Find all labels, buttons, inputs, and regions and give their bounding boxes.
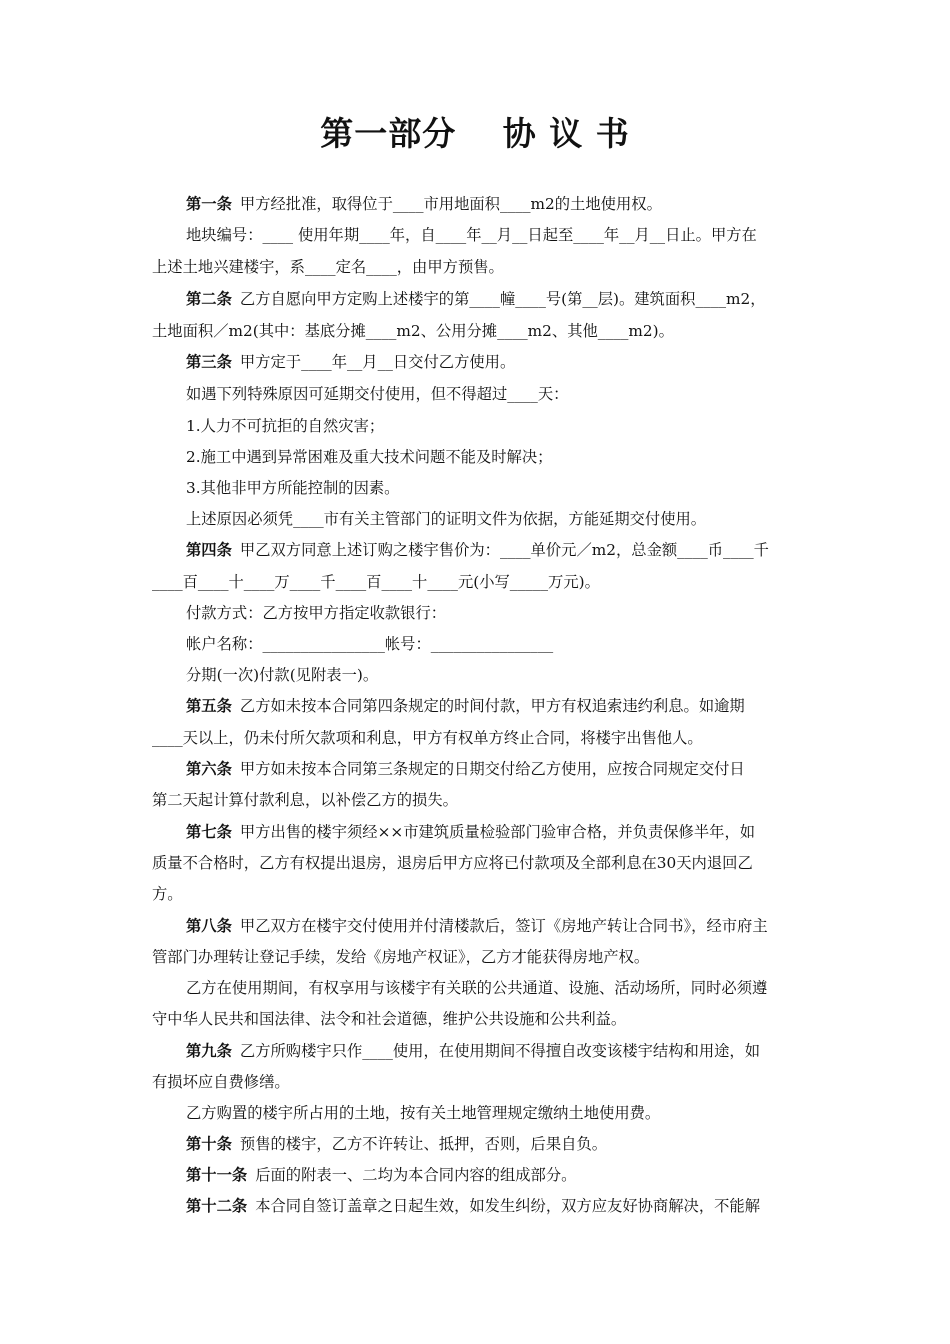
paragraph-line (186, 1164, 812, 1186)
paragraph-line (152, 789, 812, 811)
paragraph-line (186, 539, 812, 561)
paragraph-text: 本合同自签订盖章之日起生效，如发生纠纷，双方应友好协商解决，不能解 (255, 1197, 761, 1215)
paragraph-text: 甲乙双方在楼宇交付使用并付清楼款后，签订《房地产转让合同书》，经市府主 (239, 917, 768, 935)
paragraph-text: ____天以上，仍未付所欠款项和利息，甲方有权单方终止合同，将楼宇出售他人。 (152, 729, 703, 747)
paragraph-line (186, 383, 812, 405)
paragraph-text: 甲乙双方同意上述订购之楼宇售价为：____单价元／m2，总金额____币____千 (239, 541, 769, 559)
paragraph-text: 守中华人民共和国法律、法令和社会道德，维护公共设施和公共利益。 (152, 1010, 627, 1028)
article-label: 第六条 (186, 760, 232, 778)
paragraph-line (186, 446, 812, 468)
paragraph-text: 上述土地兴建楼宇，系____定名____，由甲方预售。 (152, 258, 504, 276)
article-label: 第八条 (186, 917, 232, 935)
paragraph-line (186, 602, 812, 624)
paragraph-line (186, 415, 812, 437)
paragraph-line (152, 571, 812, 593)
paragraph-line (186, 1102, 812, 1124)
paragraph-text: 预售的楼宇，乙方不许转让、抵押，否则，后果自负。 (239, 1135, 608, 1153)
article-label: 第七条 (186, 823, 232, 841)
document-title: 第一部分 协 议 书 (320, 114, 630, 153)
paragraph-text: 甲方经批准，取得位于____市用地面积____m2的土地使用权。 (239, 195, 662, 213)
paragraph-text: ____百____十____万____千____百____十____元(小写_____万元)。 (152, 573, 600, 591)
paragraph-line (186, 351, 812, 373)
paragraph-line (186, 1133, 812, 1155)
paragraph-text: 管部门办理转让登记手续，发给《房地产权证》，乙方才能获得房地产权。 (152, 948, 650, 966)
paragraph-text: 1.人力不可抗拒的自然灾害； (186, 417, 385, 435)
paragraph-line (186, 915, 812, 937)
paragraph-line (186, 1195, 812, 1217)
paragraph-text: 后面的附表一、二均为本合同内容的组成部分。 (255, 1166, 577, 1184)
paragraph-text: 3.其他非甲方所能控制的因素。 (186, 479, 400, 497)
paragraph-line (186, 477, 812, 499)
article-label: 第九条 (186, 1042, 232, 1060)
paragraph-line (186, 1040, 812, 1062)
paragraph-line (186, 224, 812, 246)
paragraph-text: 乙方购置的楼宇所占用的土地，按有关土地管理规定缴纳土地使用费。 (186, 1104, 661, 1122)
paragraph-line (152, 1008, 812, 1030)
paragraph-line (152, 727, 812, 749)
article-label: 第五条 (186, 697, 232, 715)
paragraph-text: 乙方在使用期间，有权享用与该楼宇有关联的公共通道、设施、活动场所，同时必须遵 (186, 979, 768, 997)
paragraph-text: 分期(一次)付款(见附表一)。 (186, 666, 379, 684)
article-label: 第二条 (186, 290, 232, 308)
paragraph-line (186, 664, 812, 686)
paragraph-text: 第二天起计算付款利息，以补偿乙方的损失。 (152, 791, 458, 809)
article-label: 第四条 (186, 541, 232, 559)
paragraph-text: 有损坏应自费修缮。 (152, 1073, 290, 1091)
paragraph-line (186, 977, 812, 999)
paragraph-text: 甲方定于____年__月__日交付乙方使用。 (239, 353, 516, 371)
paragraph-text: 乙方如未按本合同第四条规定的时间付款，甲方有权追索违约利息。如逾期 (239, 697, 745, 715)
article-label: 第三条 (186, 353, 232, 371)
paragraph-text: 甲方如未按本合同第三条规定的日期交付给乙方使用，应按合同规定交付日 (239, 760, 745, 778)
article-label: 第一条 (186, 195, 232, 213)
paragraph-text: 上述原因必须凭____市有关主管部门的证明文件为依据，方能延期交付使用。 (186, 510, 707, 528)
paragraph-text: 地块编号：____ 使用年期____年，自____年__月__日起至____年__月__日止。甲方在 (186, 226, 757, 244)
paragraph-text: 乙方所购楼宇只作____使用，在使用期间不得擅自改变该楼宇结构和用途，如 (239, 1042, 761, 1060)
paragraph-text: 甲方出售的楼宇须经××市建筑质量检验部门验审合格，并负责保修半年，如 (239, 823, 756, 841)
paragraph-text: 付款方式：乙方按甲方指定收款银行： (186, 604, 447, 622)
paragraph-line (186, 633, 812, 655)
paragraph-line (152, 256, 812, 278)
article-label: 第十一条 (186, 1166, 248, 1184)
paragraph-text: 方。 (152, 885, 183, 903)
paragraph-text: 2.施工中遇到异常困难及重大技术问题不能及时解决； (186, 448, 553, 466)
paragraph-line (152, 320, 812, 342)
paragraph-text: 质量不合格时，乙方有权提出退房，退房后甲方应将已付款项及全部利息在30天内退回乙 (152, 854, 753, 872)
paragraph-line (152, 883, 812, 905)
paragraph-line (152, 852, 812, 874)
paragraph-line (152, 946, 812, 968)
paragraph-text: 土地面积／m2(其中：基底分摊____m2、公用分摊____m2、其他____m2)。 (152, 322, 674, 340)
paragraph-text: 乙方自愿向甲方定购上述楼宇的第____幢____号(第__层)。建筑面积____m2， (239, 290, 766, 308)
paragraph-line (186, 288, 812, 310)
paragraph-line (186, 508, 812, 530)
paragraph-text: 如遇下列特殊原因可延期交付使用，但不得超过____天： (186, 385, 569, 403)
article-label: 第十二条 (186, 1197, 248, 1215)
paragraph-line (186, 695, 812, 717)
paragraph-line (186, 193, 812, 215)
paragraph-line (186, 758, 812, 780)
paragraph-text: 帐户名称：________________帐号：________________ (186, 635, 554, 653)
article-label: 第十条 (186, 1135, 232, 1153)
paragraph-line (152, 1071, 812, 1093)
paragraph-line (186, 821, 812, 843)
